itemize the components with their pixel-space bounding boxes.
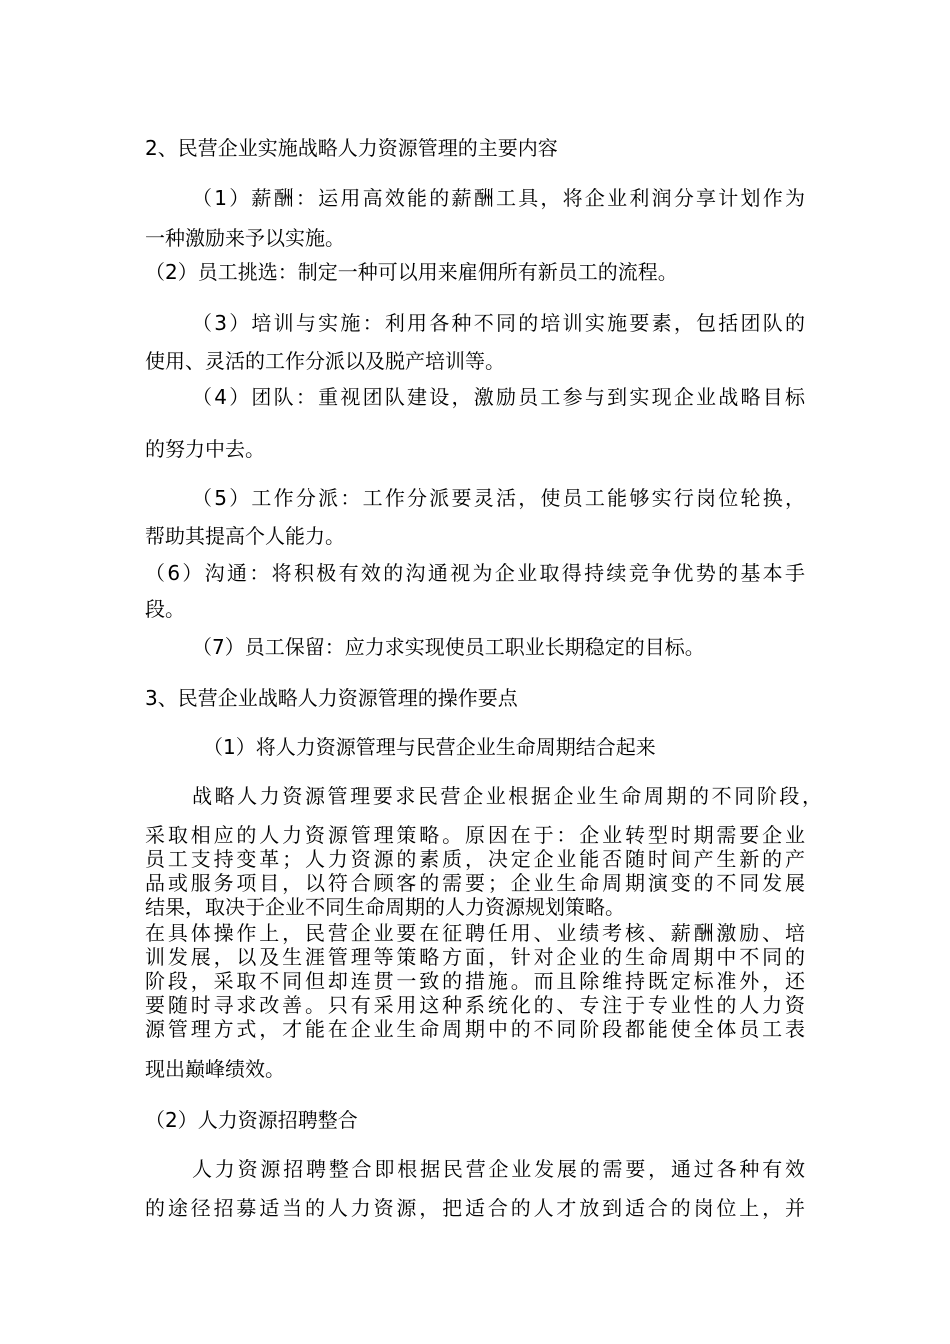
item-5-line-2: 帮助其提高个人能力。 xyxy=(145,524,345,548)
subsection-2-heading: （2）人力资源招聘整合 xyxy=(145,1108,358,1132)
item-3-line-2: 使用、灵活的工作分派以及脱产培训等。 xyxy=(145,349,505,373)
section-3-heading: 3、民营企业战略人力资源管理的操作要点 xyxy=(145,686,518,710)
item-7: （7）员工保留：应力求实现使员工职业长期稳定的目标。 xyxy=(192,635,705,659)
para-2-line-4: 要随时寻求改善。只有采用这种系统化的、专注于专业性的人力资 xyxy=(145,993,805,1017)
item-1-line-1: （1）薪酬：运用高效能的薪酬工具，将企业利润分享计划作为 xyxy=(192,186,805,210)
para-3-line-1: 人力资源招聘整合即根据民营企业发展的需要，通过各种有效 xyxy=(192,1157,805,1181)
item-6-line-1: （6）沟通：将积极有效的沟通视为企业取得持续竞争优势的基本手 xyxy=(145,561,805,585)
para-2-line-3: 阶段，采取不同但却连贯一致的措施。而且除维持既定标准外，还 xyxy=(145,969,805,993)
para-1-line-5: 结果，取决于企业不同生命周期的人力资源规划策略。 xyxy=(145,895,625,919)
subsection-1-heading: （1）将人力资源管理与民营企业生命周期结合起来 xyxy=(203,735,656,759)
item-4-line-2: 的努力中去。 xyxy=(145,437,265,461)
para-1-line-3: 员工支持变革；人力资源的素质，决定企业能否随时间产生新的产 xyxy=(145,847,805,871)
item-1-line-2: 一种激励来予以实施。 xyxy=(145,226,345,250)
para-1-line-1: 战略人力资源管理要求民营企业根据企业生命周期的不同阶段， xyxy=(192,784,822,808)
para-1-line-2: 采取相应的人力资源管理策略。原因在于：企业转型时期需要企业 xyxy=(145,823,805,847)
item-3-line-1: （3）培训与实施：利用各种不同的培训实施要素，包括团队的 xyxy=(192,311,805,335)
para-1-line-4: 品或服务项目，以符合顾客的需要；企业生命周期演变的不同发展 xyxy=(145,871,805,895)
para-2-line-2: 训发展，以及生涯管理等策略方面，针对企业的生命周期中不同的 xyxy=(145,945,805,969)
para-3-line-2: 的途径招募适当的人力资源，把适合的人才放到适合的岗位上，并 xyxy=(145,1196,805,1220)
item-4-line-1: （4）团队：重视团队建设，激励员工参与到实现企业战略目标 xyxy=(192,385,805,409)
item-6-line-2: 段。 xyxy=(145,597,185,621)
para-2-line-1: 在具体操作上，民营企业要在征聘任用、业绩考核、薪酬激励、培 xyxy=(145,921,805,945)
item-5-line-1: （5）工作分派：工作分派要灵活，使员工能够实行岗位轮换， xyxy=(192,486,805,510)
para-2-line-6: 现出巅峰绩效。 xyxy=(145,1057,285,1081)
item-2: （2）员工挑选：制定一种可以用来雇佣所有新员工的流程。 xyxy=(145,260,678,284)
section-2-heading: 2、民营企业实施战略人力资源管理的主要内容 xyxy=(145,136,558,160)
para-2-line-5: 源管理方式，才能在企业生命周期中的不同阶段都能使全体员工表 xyxy=(145,1017,805,1041)
